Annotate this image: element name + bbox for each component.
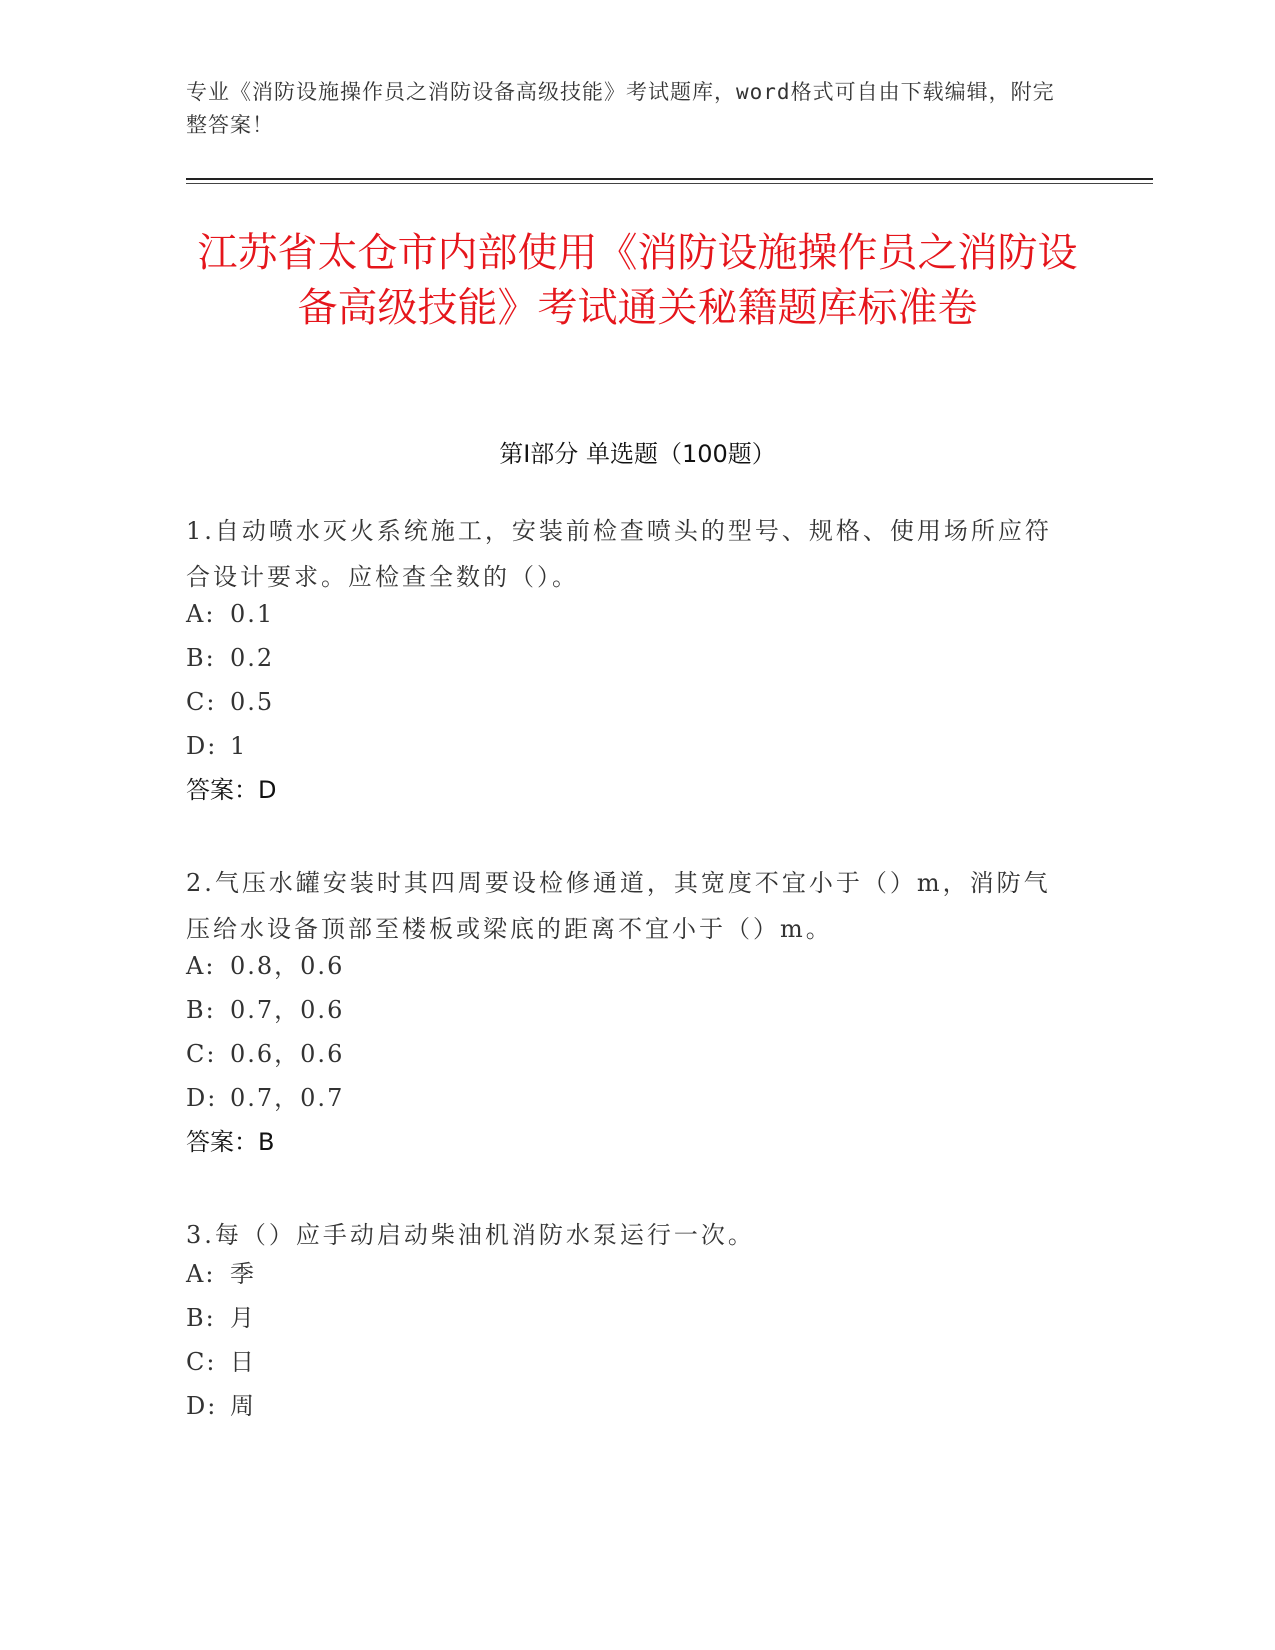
option-label: A: (186, 600, 216, 628)
question-1-option-c (186, 686, 274, 718)
option-label: B: (186, 644, 216, 672)
question-1-option-b (186, 642, 274, 674)
question-3-option-b (186, 1302, 256, 1334)
option-label: B: (186, 996, 216, 1024)
option-text: 季 (230, 1260, 256, 1288)
option-text: 1 (230, 732, 248, 760)
option-label: C: (186, 688, 217, 716)
header-note: 专业《消防设施操作员之消防设备高级技能》考试题库，word格式可自由下载编辑，附完整答案！ (186, 80, 1055, 137)
option-label: C: (186, 1040, 217, 1068)
option-label: A: (186, 1260, 216, 1288)
option-text: 周 (230, 1392, 256, 1420)
header-divider (186, 178, 1153, 180)
question-3-option-a (186, 1258, 256, 1290)
option-text: 日 (230, 1348, 256, 1376)
question-2-answer: 答案：B (186, 1128, 275, 1156)
option-label: D: (186, 1392, 218, 1420)
option-text: 0.1 (230, 600, 275, 628)
document-title: 江苏省太仓市内部使用《消防设施操作员之消防设备高级技能》考试通关秘籍题库标准卷 (197, 230, 1078, 331)
option-label: D: (186, 732, 218, 760)
question-2-stem: 2.气压水罐安装时其四周要设检修通道，其宽度不宜小于（）m，消防气压给水设备顶部至楼板或梁底的距离不宜小于（）m。 (186, 869, 1051, 943)
question-2-option-d (186, 1082, 344, 1114)
question-2-option-c (186, 1038, 344, 1070)
question-1-option-a (186, 598, 274, 630)
option-text: 0.8，0.6 (230, 952, 345, 980)
question-1-stem: 1.自动喷水灭火系统施工，安装前检查喷头的型号、规格、使用场所应符合设计要求。应检查全数的（）。 (186, 517, 1052, 591)
question-2-option-a (186, 950, 344, 982)
option-label: B: (186, 1304, 216, 1332)
option-text: 0.7，0.6 (230, 996, 345, 1024)
option-label: D: (186, 1084, 218, 1112)
option-label: C: (186, 1348, 217, 1376)
question-2-option-b (186, 994, 344, 1026)
option-text: 0.7，0.7 (230, 1084, 345, 1112)
option-text: 0.6，0.6 (230, 1040, 345, 1068)
question-1-answer: 答案：D (186, 776, 277, 804)
question-3-option-d (186, 1390, 256, 1422)
question-3-stem: 3.每（）应手动启动柴油机消防水泵运行一次。 (186, 1221, 755, 1249)
option-label: A: (186, 952, 216, 980)
option-text: 0.2 (230, 644, 275, 672)
section-heading: 第I部分 单选题（100题） (499, 440, 776, 468)
header-divider-secondary (186, 183, 1153, 184)
question-1-option-d (186, 730, 247, 762)
option-text: 0.5 (230, 688, 275, 716)
option-text: 月 (230, 1304, 256, 1332)
question-3-option-c (186, 1346, 256, 1378)
